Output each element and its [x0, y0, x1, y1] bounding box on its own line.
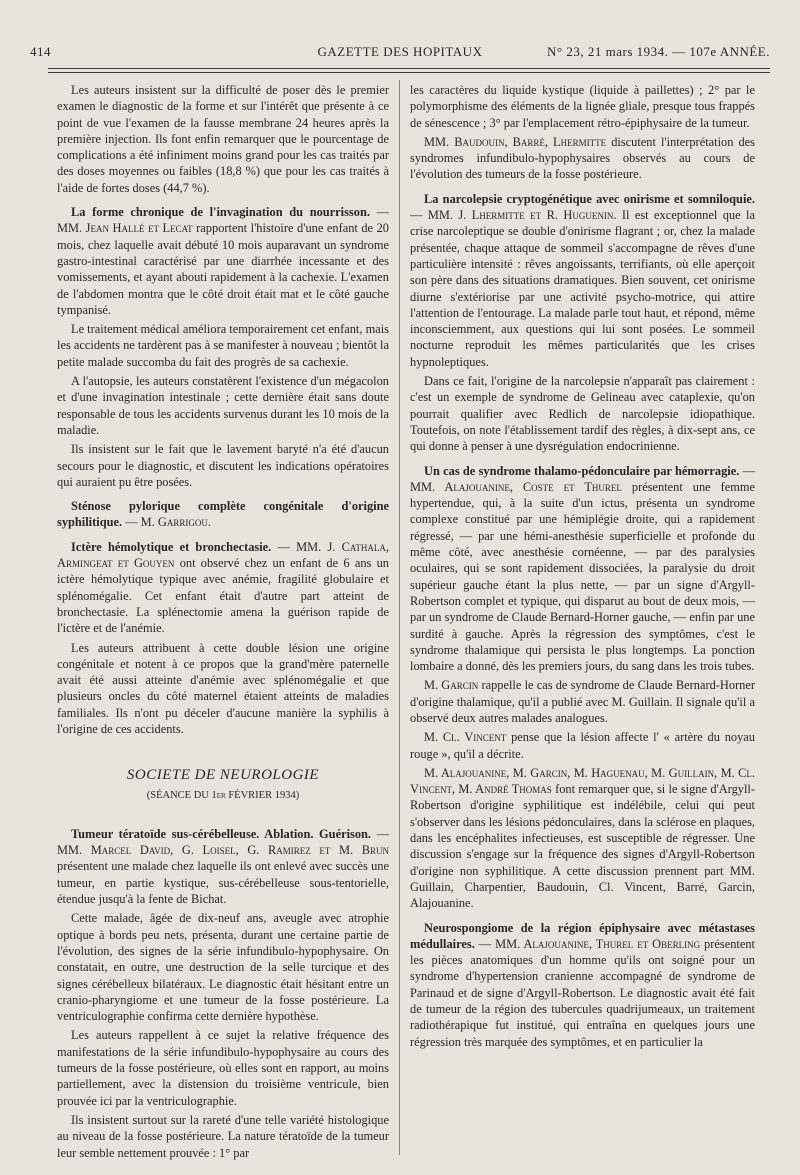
header-rule	[48, 68, 770, 69]
issue-info: N° 23, 21 mars 1934. — 107e ANNÉE.	[547, 44, 770, 59]
article-text: pense que la lésion affecte l' « artère du noyau rouge », qu'il a décrite.	[410, 730, 756, 761]
article-text: ont observé chez un enfant de 6 ans un ictère hémolytique typique avec anémie, fragilité globulaire et splénomégalie. Cet enfant était d'autre part atteint de bronchectasie. La splénectomie amena la guérison rapide de l'ictère et de l'anémie.	[57, 556, 389, 636]
page-header	[30, 44, 770, 66]
article-invagination: La forme chronique de l'invagination du nourrisson. — MM. Jean Hallé et Lecat rapportent l'histoire d'une enfant de 20 mois, chez laquelle avait débuté 10 mois auparavant un syndrome gastro-intestinal caractérisé par une diarrhée incessante et des vomissements, et ayant abouti rapidement à la cachexie. L'examen de l'abdomen montra que le côté droit était mat et le côté gauche tympanisé.	[57, 205, 389, 317]
article-authors: M. Alajouanine, M. Garcin, M. Haguenau, M. Guillain, M. Cl. Vincent, M. André Thomas	[410, 765, 755, 797]
article-authors: MM. J. Cathala, Armingeat et Gouyen	[57, 539, 389, 571]
society-heading: SOCIETE DE NEUROLOGIE	[126, 767, 320, 784]
article-title: Tumeur tératoïde sus-cérébelleuse. Ablation. Guérison.	[71, 826, 372, 841]
paragraph-discussion	[410, 134, 755, 183]
article-text: font remarquer que, si le signe d'Argyll-Robertson d'origine syphilitique est indélébile, celui qui peut s'observer dans les lésions pédonculaires, dans la sclérose en plaques, dans les encéphalites infectieuses, est susceptible de régresser. Une discussion s'engage sur la fréquence des signes d'Argyll-Robertson d'origine non syphilitique. A cette discussion prennent part MM. Guillain, Charpentier, Baudouin, Cl. Vincent, Barré, Garcin, Alajouanine.	[410, 782, 755, 911]
article-text: présentent une malade chez laquelle ils ont enlevé avec succès une tumeur, en partie kystique, sus-cérébelleuse sous-tentorielle, étendue jusqu'à la fente de Bichat.	[57, 859, 389, 907]
article-authors: MM. Alajouanine, Coste et Thurel	[410, 479, 622, 494]
paragraph: Les auteurs insistent sur la difficulté de poser dès le premier examen le diagnostic de la forme et sur l'intérêt que présente à ce point de vue l'examen de la fausse membrane 24 heures après la première injection. Ils font enfin remarquer que le pourcentage de complications a été infiniment moins grand pour les cas traités par des doses moyennes ou faibles (18,8 %) que pour les cas traités à l'aide de fortes doses (44,7 %).	[57, 83, 389, 195]
article-stenose: Sténose pylorique complète congénitale d'origine syphilitique. — M. Garrigou.	[57, 499, 389, 530]
article-title: La forme chronique de l'invagination du nourrisson.	[71, 205, 370, 220]
article-title: Un cas de syndrome thalamo-pédonculaire par hémorragie.	[424, 463, 740, 478]
paragraph: Cette malade, âgée de dix-neuf ans, aveugle avec atrophie optique à bords peu nets, présenta, durant une certaine partie de l'évolution, des signes de la série infundibulo-hypophysaire. On constatait, en outre, une destruction de la selle turcique et des signes cérébelleux bilatéraux. Le diagnostic était hésitant entre un cranio-pharyngiome et une tumeur de la fosse postérieure. La ventriculographie confirma cette dernière hypothèse.	[57, 911, 389, 1024]
article-text: présentent les pièces anatomiques d'un homme qu'ils ont soigné pour un syndrome d'hypertension cranienne accompagné de syndrome de Parinaud et de signe d'Argyll-Robertson. Le diagnostic avait été fait de tumeur de la région des tubercules quadrijumeaux, un traitement radiothérapique fut institué, qui entraîna en quelques jours une régression très marquée des symptômes, et en particulier la	[410, 936, 755, 1049]
article-text: présentent une femme hypertendue, qui, à la suite d'un ictus, présenta un syndrome complexe constitué par une hémiplégie droite, qui a rapidement régressé, — par une hémi-anesthésie superficielle et profonde du même côté, avec anesthésie cornéenne, — par des paralysies oculaires, qui se sont rapidement dissociées, la paralysie du droit supérieur gauche étant la plus nette, — par un signe d'Argyll-Robertson complet et typique, qui disparut au bout de deux mois, — par un syndrome de Claude Bernard-Horner gauche, — enfin par une surdité à gauche. Après la régression des symptômes, c'est le syndrome thalamique qui persista le plus longtemps. La ponction lombaire a donné, dès les premiers jours, du sang dans les trois tubes.	[410, 479, 755, 674]
paragraph-discussion	[410, 765, 755, 912]
article-ictere: Ictère hémolytique et bronchectasie. — MM. J. Cathala, Armingeat et Gouyen ont observé chez un enfant de 6 ans un ictère hémolytique typique avec anémie, fragilité globulaire et splénomégalie. Cet enfant était d'autre part atteint de bronchectasie. La splénectomie amena la guérison rapide de l'ictère et de l'anémie.	[57, 539, 389, 636]
page-number: 414	[30, 44, 51, 59]
article-authors: MM. Alajouanine, Thurel et Oberling	[495, 936, 701, 951]
paragraph: Les auteurs rappellent à ce sujet la relative fréquence des manifestations de la série infundibulo-hypophysaire au cours des tumeurs de la fosse postérieure, où elles sont en rapport, au moins partiellement, avec la distension du troisième ventricule, bien prouvée ici par la ventriculographie.	[57, 1028, 389, 1108]
article-text: Il est exceptionnel que la crise narcoleptique se double d'onirisme flagrant ; or, chez la malade présentée, chaque attaque de sommeil s'accompagne de rêves d'une particulière intensité : rêves angoissants, terrifiants, où elle aperçoit son père dans des situations dramatiques. Bien souvent, cet onirisme diurne s'extériorise par une activité psycho-motrice, qui attire l'attention de l'entourage. La malade parle tout haut, et répond, même inconsciemment, aux questions qui lui sont posées. Le sommeil nocturne reproduit les mêmes particularités que les crises hypnoleptiques.	[410, 208, 755, 369]
paragraph: Dans ce fait, l'origine de la narcolepsie n'apparaît pas clairement : c'est un exemple de syndrome de Gelineau avec cataplexie, qu'on pourrait qualifier avec Redlich de narcolepsie idiopathique. Toutefois, on note l'établissement tardif des règles, à dix-sept ans, ce qui donne à penser à une dysrégulation endocrinienne.	[410, 374, 755, 454]
article-authors: MM. J. Lhermitte et R. Huguenin.	[427, 208, 617, 223]
article-thalamo: Un cas de syndrome thalamo-pédonculaire par hémorragie. — MM. Alajouanine, Coste et Thurel présentent une femme hypertendue, qui, à la suite d'un ictus, présenta un syndrome complexe constitué par une hémiplégie droite, qui a rapidement régressé, — par une hémi-anesthésie superficielle et profonde du même côté, avec anesthésie cornéenne, — par des paralysies oculaires, qui se sont rapidement dissociées, la paralysie du droit supérieur gauche étant la plus nette, — par un signe d'Argyll-Robertson complet et typique, qui disparut au bout de deux mois, — par un syndrome de Claude Bernard-Horner gauche, — enfin par une surdité à gauche. Après la régression des symptômes, c'est le syndrome thalamique qui persista le plus longtemps. La ponction lombaire a donné, dès les premiers jours, du sang dans les trois tubes.	[410, 463, 755, 674]
paragraph: A l'autopsie, les auteurs constatèrent l'existence d'un mégacolon et d'une invagination intestinale ; cette dernière était sans doute responsable de tous les accidents survenus durant les 10 mois de la maladie.	[57, 374, 389, 437]
article-text: discutent l'interprétation des syndromes infundibulo-hypophysaires observés au cours de l'évolution des tumeurs de la fosse postérieure.	[410, 134, 755, 182]
column-divider	[399, 80, 400, 1155]
paragraph-discussion	[410, 729, 755, 762]
article-text: rappelle le cas de syndrome de Claude Bernard-Horner d'origine thalamique, qu'il a publié avec M. Guillain. Il signale qu'il a observé deux autres malades analogues.	[410, 678, 755, 725]
article-authors: M. Garrigou.	[140, 515, 211, 530]
article-title: Sténose pylorique complète congénitale d'origine syphilitique.	[57, 499, 389, 530]
paragraph: Ils insistent sur le fait que le lavement baryté n'a été d'aucun secours pour le diagnostic, et discutent les indications opératoires qui auraient pu être posées.	[57, 442, 389, 489]
paragraph: Les auteurs attribuent à cette double lésion une origine congénitale et notent à ce propos que la grand'mère paternelle avait été aussi atteinte d'anémie avec splénomégalie et que plusieurs oncles du côté maternel étaient atteints de maladies familiales. Ils n'ont pu déceler d'aucune manière la syphilis à l'origine de ces accidents.	[57, 640, 389, 736]
article-authors: MM. Baudouin, Barré, Lhermitte	[424, 134, 607, 149]
article-text: rapportent l'histoire d'une enfant de 20 mois, chez laquelle avait débuté 10 mois auparavant un syndrome gastro-intestinal caractérisé par une diarrhée incessante et des vomissements, et ayant abouti rapidement à la cachexie. L'examen de l'abdomen montra que le côté droit était mat et le côté gauche tympanisé.	[57, 221, 389, 317]
article-authors: MM. Jean Hallé et Lecat	[57, 221, 193, 236]
article-authors: M. Cl. Vincent	[424, 730, 507, 745]
paragraph-discussion	[410, 677, 755, 726]
paragraph: Ils insistent surtout sur la rareté d'une telle variété histologique au niveau de la fosse postérieure. La nature tératoïde de la tumeur leur semble nettement prouvée : 1° par	[57, 1112, 389, 1160]
left-column	[57, 82, 389, 1164]
session-date: (SÉANCE DU 1er FÉVRIER 1934)	[146, 789, 300, 801]
paragraph: les caractères du liquide kystique (liquide à paillettes) ; 2° par le polymorphisme des éléments de la lignée gliale, presque tous frappés de sénescence ; 3° par l'emplacement rétro-épiphysaire de la tumeur.	[410, 83, 755, 130]
article-title: Neurospongiome de la région épiphysaire avec métastases médullaires.	[410, 920, 755, 951]
article-narcolepsie: La narcolepsie cryptogénétique avec onirisme et somniloquie. — MM. J. Lhermitte et R. Huguenin. Il est exceptionnel que la crise narcoleptique se double d'onirisme flagrant ; or, chez la malade présentée, chaque attaque de sommeil s'accompagne de rêves d'une particulière intensité : rêves angoissants, terrifiants, où elle aperçoit son père dans des situations dramatiques. Bien souvent, cet onirisme diurne s'extériorise par une activité psycho-motrice, qui attire l'attention de l'entourage. La malade parle tout haut, et répond, même inconsciemment, aux questions qui lui sont posées. Le sommeil nocturne reproduit les mêmes particularités que les crises hypnoleptiques.	[410, 191, 755, 369]
paragraph: Le traitement médical améliora temporairement cet enfant, mais les accidents ne tardèrent pas à se manifester à nouveau ; bientôt la petite malade succomba du fait des progrès de sa cachexie.	[57, 322, 389, 369]
article-title: La narcolepsie cryptogénétique avec onirisme et somniloquie.	[424, 191, 755, 206]
right-column	[410, 82, 755, 1053]
journal-title: GAZETTE DES HOPITAUX	[317, 44, 483, 59]
article-authors: M. Garcin	[424, 678, 479, 693]
header-rule-thin	[48, 72, 770, 73]
article-title: Ictère hémolytique et bronchectasie.	[71, 539, 272, 554]
article-authors: MM. Marcel David, G. Loisel, G. Ramirez et M. Brun	[57, 843, 389, 858]
article-neurospongiome: Neurospongiome de la région épiphysaire avec métastases médullaires. — MM. Alajouanine, Thurel et Oberling présentent les pièces anatomiques d'un homme qu'ils ont soigné pour un syndrome d'hypertension cranienne accompagné de syndrome de Parinaud et de signe d'Argyll-Robertson. Le diagnostic avait été fait de tumeur de la région des tubercules quadrijumeaux, un traitement radiothérapique fut institué, qui entraîna en quelques jours une régression très marquée des symptômes, et en particulier la	[410, 920, 755, 1049]
article-tumeur: Tumeur tératoïde sus-cérébelleuse. Ablation. Guérison. — MM. Marcel David, G. Loisel, G. Ramirez et M. Brun présentent une malade chez laquelle ils ont enlevé avec succès une tumeur, en partie kystique, sus-cérébelleuse sous-tentorielle, étendue jusqu'à la fente de Bichat.	[57, 826, 389, 907]
